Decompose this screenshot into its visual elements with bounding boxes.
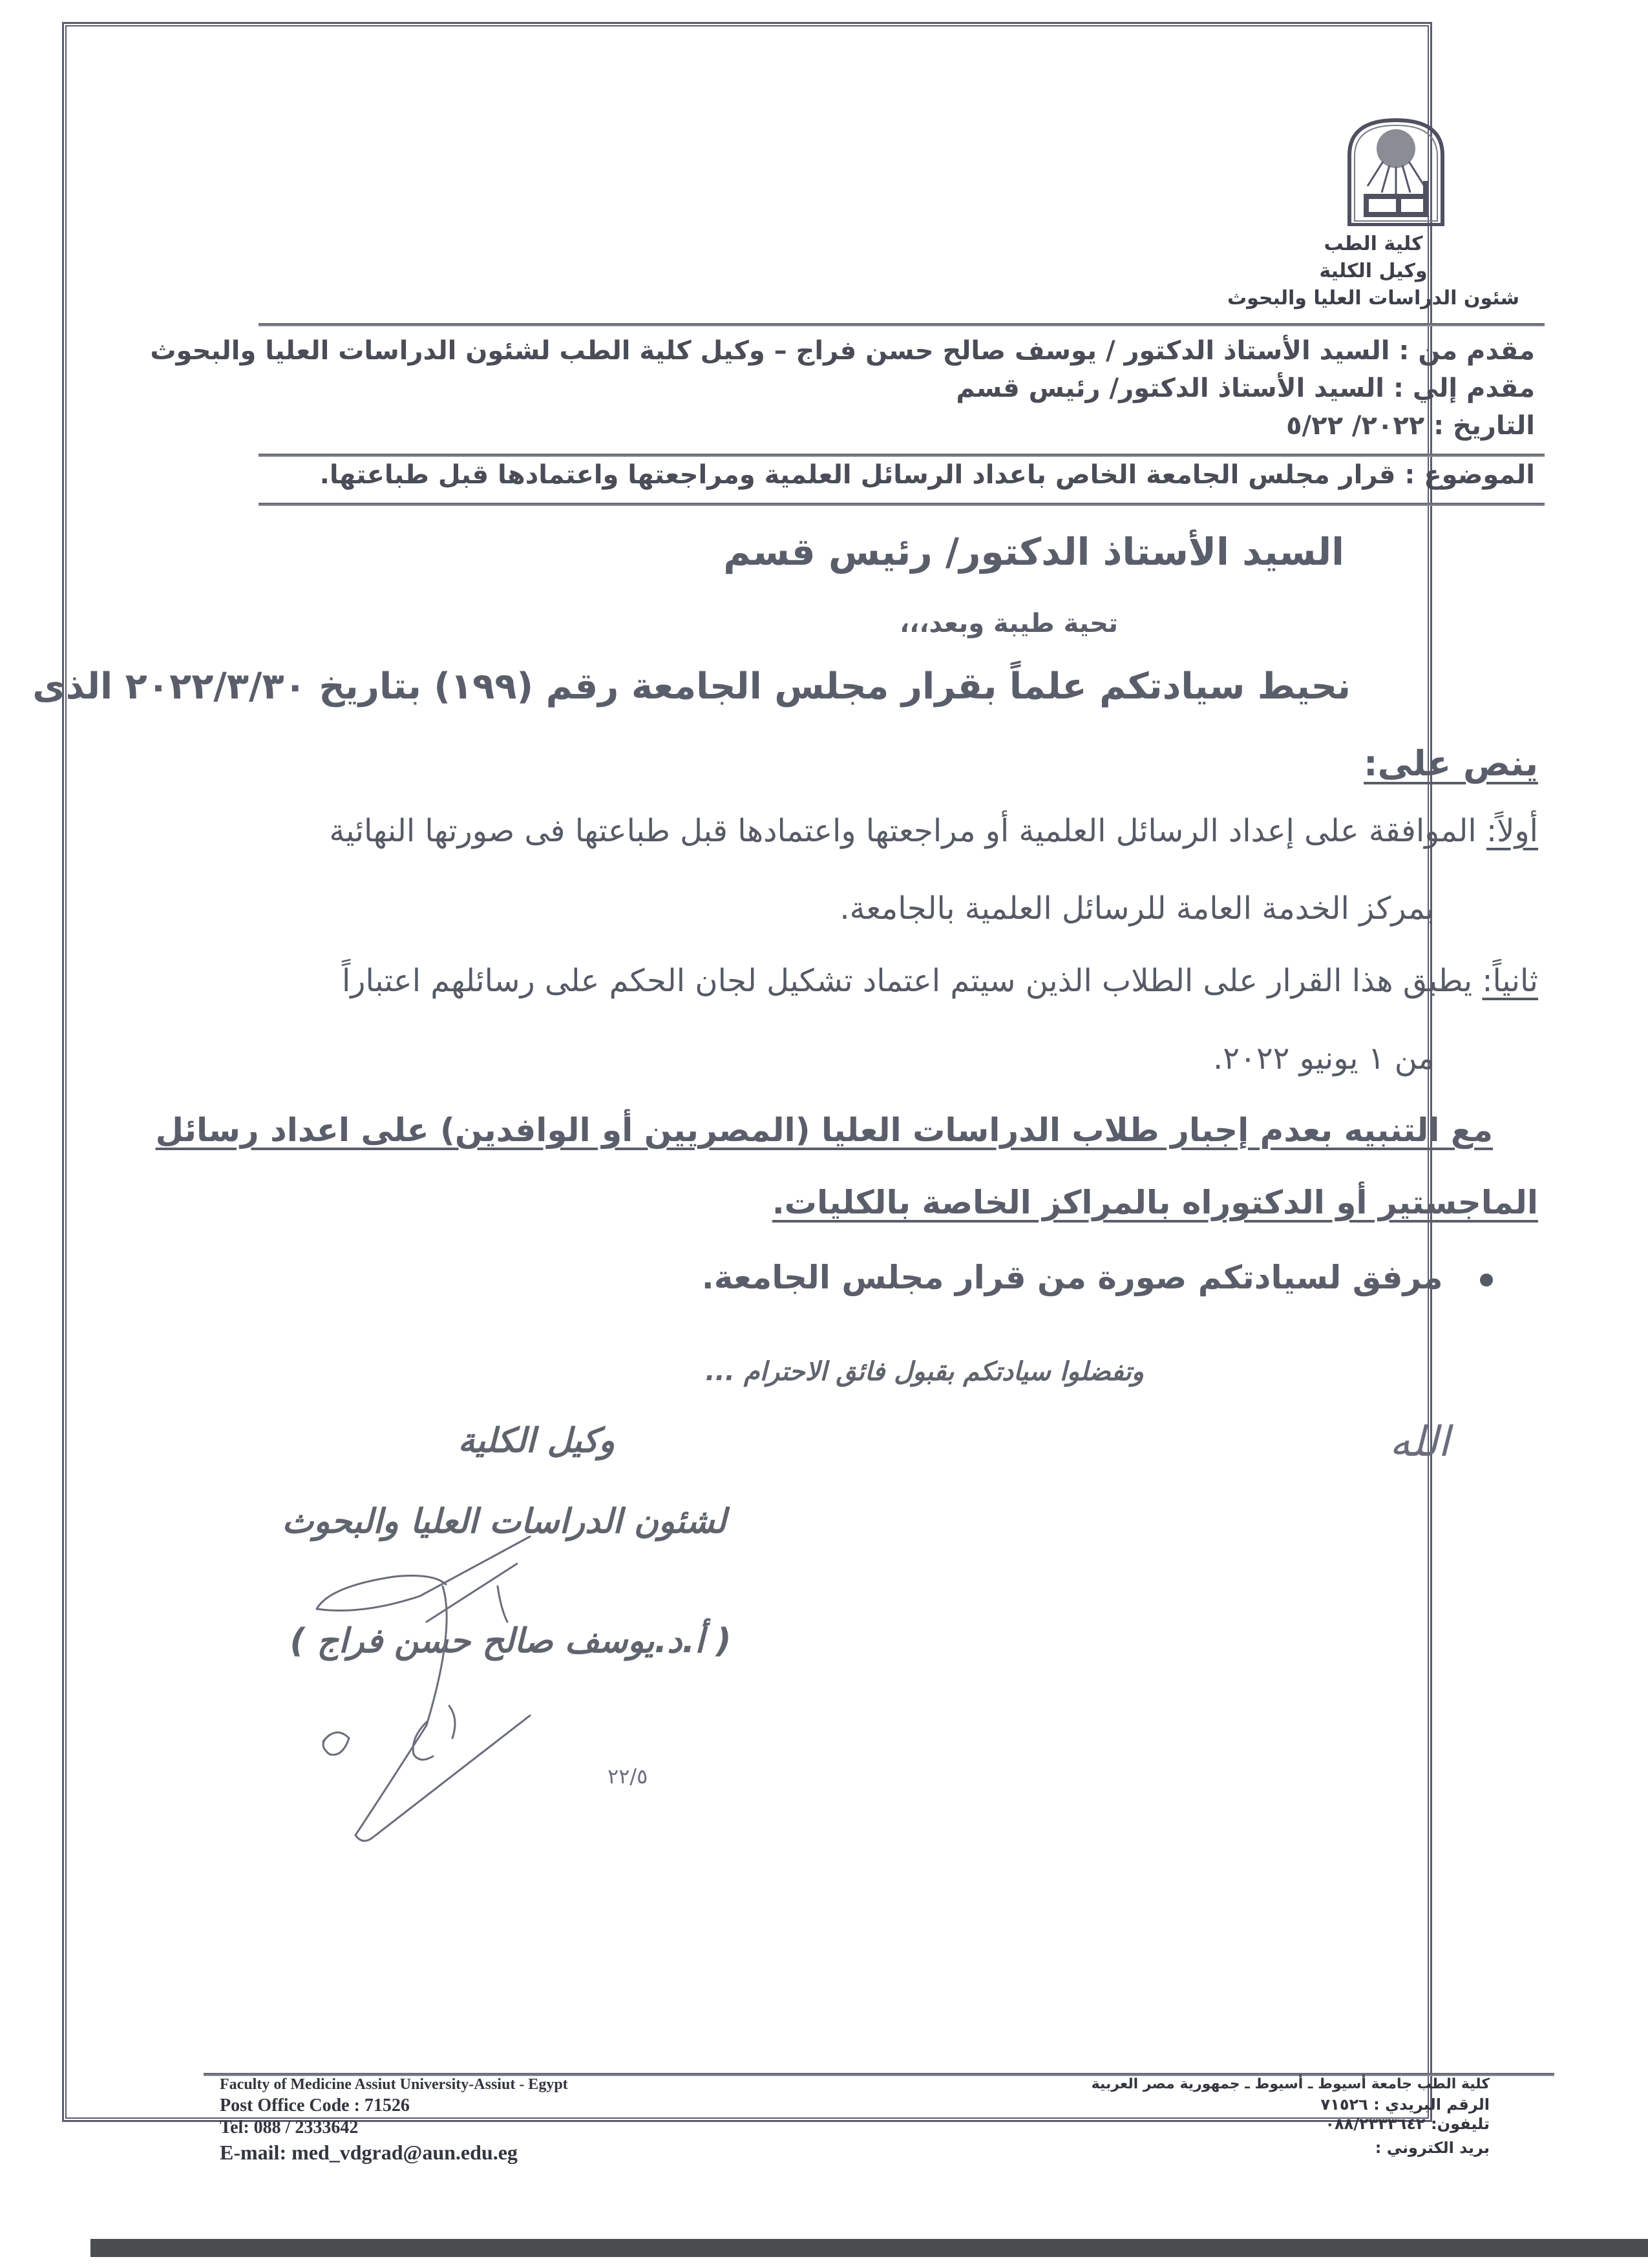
clause-first-text: الموافقة على إعداد الرسائل العلمية أو مراجعتها واعتمادها قبل طباعتها فى صورتها النهائية (329, 813, 1477, 849)
letterhead-faculty: كلية الطب (1324, 233, 1423, 255)
date-line (1286, 411, 1535, 441)
notice-line: مع التنبيه بعدم إجبار طلاب الدراسات العليا (المصريين أو الوافدين) على اعداد رسائل (155, 1111, 1493, 1149)
clause-second (342, 963, 1538, 999)
handwritten-signature (233, 1525, 750, 1861)
footer-ar-tel: تليفون: ٠٨٨/٢٣٣٣٦٤٢ (1325, 2115, 1490, 2133)
subject-top-divider (259, 454, 1545, 457)
attachment-item (702, 1259, 1493, 1296)
clause-second-text: يطبق هذا القرار على الطلاب الذين سيتم اعتماد تشكيل لجان الحكم على رسائلهم اعتباراً (341, 963, 1473, 999)
to-label: مقدم إلي : (1393, 373, 1535, 403)
signature-title-line2: لشئون الدراسات العليا والبحوث (282, 1502, 726, 1541)
subject-line (320, 460, 1535, 490)
university-logo (1344, 116, 1448, 226)
from-value: السيد الأستاذ الدكتور / يوسف صالح حسن فراج – وكيل كلية الطب لشئون الدراسات العليا والبحوث (150, 336, 1390, 366)
greeting: تحية طيبة وبعد،،، (899, 609, 1118, 638)
subject-bottom-divider (259, 503, 1545, 506)
footer-en-tel: Tel: 088 / 2333642 (220, 2117, 359, 2137)
subject-label: الموضوع : (1404, 460, 1535, 490)
footer-ar-postcode: الرقم البريدي : ٧١٥٢٦ (1320, 2095, 1490, 2114)
margin-handwritten-note: الله (1389, 1418, 1450, 1466)
clause-second-continuation: من ١ يونيو ٢٠٢٢. (1213, 1040, 1435, 1076)
footer-en-postcode: Post Office Code : 71526 (220, 2095, 410, 2116)
letterhead-department: شئون الدراسات العليا والبحوث (1227, 287, 1520, 310)
scan-edge-shadow (90, 2239, 1648, 2257)
date-label: التاريخ : (1433, 411, 1535, 441)
footer-ar-address: كلية الطب جامعة أسيوط ـ أسيوط ـ جمهورية مصر العربية (1091, 2076, 1490, 2092)
subject-value: قرار مجلس الجامعة الخاص باعداد الرسائل العلمية ومراجعتها واعتمادها قبل طباعتها. (319, 460, 1396, 490)
to-line (956, 373, 1535, 403)
footer-en-address: Faculty of Medicine Assiut University-Assiut - Egypt (220, 2076, 568, 2093)
to-value: السيد الأستاذ الدكتور/ رئيس قسم (956, 373, 1385, 403)
handwritten-date: ٢٢/٥ (607, 1764, 648, 1789)
header-divider (259, 323, 1545, 326)
from-line (150, 336, 1535, 366)
closing-line: وتفضلوا سيادتكم بقبول فائق الاحترام ... (705, 1357, 1144, 1387)
date-value: ٢٠٢٢/ ٥/٢٢ (1286, 411, 1425, 441)
intro-line: نحيط سيادتكم علماً بقرار مجلس الجامعة رقم (١٩٩) بتاريخ ٢٠٢٢/٣/٣٠ الذى (32, 666, 1351, 708)
addressee: السيد الأستاذ الدكتور/ رئيس قسم (723, 530, 1344, 574)
clause-first (329, 813, 1538, 849)
footer-ar-email-label: بريد الكتروني : (1375, 2139, 1490, 2157)
signatory-name: ( أ.د.يوسف صالح حسن فراج ) (290, 1622, 732, 1661)
clause-first-continuation: بمركز الخدمة العامة للرسائل العلمية بالجامعة. (840, 890, 1435, 927)
clause-first-label: أولاً: (1486, 813, 1538, 849)
intro-continuation: ينص على: (1364, 743, 1538, 784)
signature-title-line1: وكيل الكلية (458, 1422, 615, 1460)
letterhead-office: وكيل الكلية (1319, 260, 1428, 282)
from-label: مقدم من : (1399, 336, 1535, 366)
clause-second-label: ثانياً: (1482, 963, 1538, 999)
bullet-icon (1480, 1274, 1493, 1286)
attachment-text: مرفق لسيادتكم صورة من قرار مجلس الجامعة. (701, 1259, 1443, 1296)
footer-en-email: E-mail: med_vdgrad@aun.edu.eg (220, 2141, 518, 2164)
notice-continuation: الماجستير أو الدكتوراه بالمراكز الخاصة بالكليات. (772, 1184, 1538, 1221)
